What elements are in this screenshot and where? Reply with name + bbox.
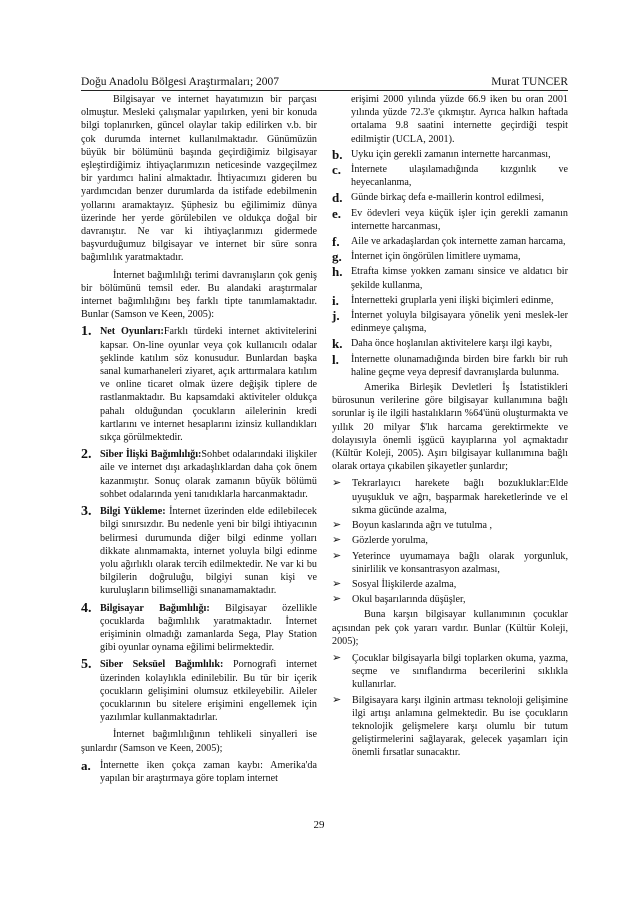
item-text: erişimi 2000 yılında yüzde 66.9 iken bu oran 2001 yılında yüzde 72.3'e çıkmıştır. Ayrıca halkın haftada ortalama 9.8 saatini internette geçirdiği tespit edilmiştir (UCLA, 2001). xyxy=(351,94,568,145)
arrow-bullet-icon: ➢ xyxy=(332,577,342,590)
item-letter: e. xyxy=(332,205,342,221)
bullet-text: Bilgisayara karşı ilginin artması teknoloji gelişimine ilgi artışı anlamına gelmektedir. Bu ise çocukların teknolojik gelişmelere karşı olumlu bir tutum geliştirmelerini sağlayarak, gelecek yaşamları için önemli fırsatlar sunacaktır. xyxy=(352,694,568,759)
item-text: İnternet için öngörülen limitlere uymama, xyxy=(351,251,521,263)
bullet-text: Boyun kaslarında ağrı ve tutulma , xyxy=(352,520,493,532)
header-rule xyxy=(81,90,568,91)
item-text: Aile ve arkadaşlardan çok internette zaman harcama, xyxy=(351,236,566,248)
item-letter: d. xyxy=(332,190,343,206)
list-item xyxy=(332,148,568,161)
bullet-text: Tekrarlayıcı harekete bağlı bozukluklar:Elde uyuşukluk ve ağrı, başparmak hareketlerinde ve el sıkma gücünde azalma, xyxy=(352,478,568,516)
left-column xyxy=(81,93,317,787)
page-number: 29 xyxy=(313,819,325,831)
item-title: Bilgisayar Bağımlılığı xyxy=(100,602,207,614)
list-item xyxy=(332,294,568,307)
item-text: Farklı türdeki internet aktivitelerini kapsar. On-line oyunlar veya çok kullanıcılı odalar şeklinde katılım söz konusudur. Bunlardan başka sanal kumarhaneleri ziyaret, açık arttırmalara katılım ve online ticaret olmak üzere değişik tiplere de rastlanmaktadır. Bu kapsamdaki aktiviteler oldukça pahalı olduğundan çocukların ailelerinin kredi kartlarını ve internet hesaplarını izinsiz kullandıkları sıkça görülmektedir. xyxy=(100,326,317,444)
list-item xyxy=(332,235,568,248)
item-title: Net Oyunları xyxy=(100,326,161,338)
item-text: Uyku için gerekli zamanın internette harcanması, xyxy=(351,148,551,160)
item-text: Etrafta kimse yokken zamanı sinsice ve aldatıcı bir şekilde kullanma, xyxy=(351,266,568,291)
arrow-bullet-icon: ➢ xyxy=(332,693,342,706)
list-item-continuation xyxy=(332,93,568,146)
bullet-text: Okul başarılarında düşüşler, xyxy=(352,594,466,606)
list-item xyxy=(81,759,317,785)
arrow-bullet-icon: ➢ xyxy=(332,549,342,562)
arrow-bullet-icon: ➢ xyxy=(332,593,342,606)
bullet-item xyxy=(332,652,568,692)
bullet-item xyxy=(332,593,568,606)
bullet-item xyxy=(332,519,568,532)
item-letter: l. xyxy=(332,351,339,367)
item-letter: k. xyxy=(332,336,343,352)
item-title: Siber İlişki Bağımlılığı xyxy=(100,449,199,461)
item-number: 2. xyxy=(81,447,92,463)
item-number: 3. xyxy=(81,504,92,520)
paragraph: Amerika Birleşik Devletleri İş İstatistikleri bürosunun verilerine göre bilgisayar kullanımına bağlı sorunlar iş ile ilgili hastalıkların %64'ünü oluşturmakta ve yıllık 20 milyar $'lık harcama gerektirmekte ve dolayısıyla önemli işgücü kayıplarına yol açmaktadır (Kültür Koleji, 2005). Aşırı bilgisayar kullanımına bağlı olarak ortaya çıkabilen şikayetler şunlardır; xyxy=(332,382,568,473)
arrow-bullet-icon: ➢ xyxy=(332,534,342,547)
right-column xyxy=(332,93,568,762)
arrow-bullet-icon: ➢ xyxy=(332,651,342,664)
paragraph: Bilgisayar ve internet hayatımızın bir parçası olmuştur. Mesleki çalışmalar yapılırken, yeni bir konuda bilgi toplanırken, güncel olaylar takip edilirken v.b. bir çok durumda internet kullanılmaktadır. Günümüzün büyük bir bölümünü başında geçirdiğimiz bilgisayar eşleştirdiğimiz ihtiyaçlarımızın neticesinde vazgeçilmez bir yardımcı halini almaktadır. İhtiyacımızı gideren bu yardımcıdan benzer durumlarda da istifade edebilmenin yollarını aramaktayız. Şüphesiz bu eğilimimiz dünya üzerinde her yerde görülebilen ve oldukça doğal bir davranıştır. Ne var ki ihtiyaçlarımızı gidermede başvurduğumuz bilgisayar ve internet bir süre sonra bağımlılık yaratmaktadır. xyxy=(81,94,317,264)
running-header xyxy=(81,75,568,89)
paragraph: İnternet bağımlılığı terimi davranışların çok geniş bir bölümünü temsil eder. Bu alandaki araştırmalar internet bağımlılığını beş farklı tipte tanımlamaktadır. Bunlar (Samson ve Keen, 2005): xyxy=(81,269,317,321)
bullet-text: Çocuklar bilgisayarla bilgi toplarken okuma, yazma, seçme ve sınıflandırma becerilerini sıklıkla kullanırlar. xyxy=(352,652,568,691)
item-letter: g. xyxy=(332,249,342,265)
paragraph: Buna karşın bilgisayar kullanımının çocuklar açısından pek çok yararı vardır. Bunlar (Kültür Koleji, 2005); xyxy=(332,609,568,647)
item-letter: j. xyxy=(332,308,340,324)
bullet-item xyxy=(332,550,568,576)
bullet-text: Yeterince uyumamaya bağlı olarak yorgunluk, sinirlilik ve konsantrasyon azalması, xyxy=(352,550,568,575)
arrow-bullet-icon: ➢ xyxy=(332,519,342,532)
item-text: Günde birkaç defa e-maillerin kontrol edilmesi, xyxy=(351,192,544,204)
item-letter: c. xyxy=(332,162,342,178)
item-text: Sohbet odalarındaki ilişkiler aile ve internet dışı arkadaşlıklardan daha çok önem kazanmıştır. Sonuç olarak zamanın büyük bölümü sohbet odalarında yeni tanıdıklarla harcanmaktadır. xyxy=(100,449,317,500)
list-item xyxy=(332,191,568,204)
list-item: 2. Siber İlişki Bağımlılığı:Sohbet odalarındaki ilişkiler aile ve internet dışı arkadaşlıklardan daha çok önem kazanmıştır. Sonuç olarak zamanın büyük bölümü sohbet odalarında yeni tanıdıklarla harcanmaktadır. xyxy=(81,447,317,500)
bullet-item xyxy=(332,534,568,547)
item-text: İnternetteki gruplarla yeni ilişki biçimleri edinme, xyxy=(351,294,554,306)
item-number: 5. xyxy=(81,657,92,673)
item-text: İnternet yoluyla bilgisayara yönelik yeni meslek-ler edinmeye çalışma, xyxy=(351,310,568,335)
journal-title: Doğu Anadolu Bölgesi Araştırmaları; 2007 xyxy=(81,76,280,88)
item-letter: h. xyxy=(332,264,343,280)
item-text: Ev ödevleri veya küçük işler için gerekli zamanın internette harcanması, xyxy=(351,207,568,232)
list-item: 3. Bilgi Yükleme: İnternet üzerinden elde edilebilecek bilgi sınırsızdır. Bu nedenle yeni bir bilgi ihtiyacının belirmesi durumunda diğer bilgi edinme yolları dikkate alınmamakta, internet yoluyla bilgi edinme yolu ağırlıklı olarak tercih edilmektedir. Ne var ki bu bilgilerin doğruluğu, bilgiyi sunan kişi ve kuruluşların bilimselliği sınanamamaktadır. xyxy=(81,504,317,597)
paragraph: İnternet bağımlılığının tehlikeli sinyalleri ise şunlardır (Samson ve Keen, 2005); xyxy=(81,729,317,754)
list-item xyxy=(332,265,568,291)
list-item xyxy=(332,353,568,379)
bullet-text: Sosyal İlişkilerde azalma, xyxy=(352,578,457,590)
list-item: 5. Siber Seksüel Bağımlılık: Pornografi internet üzerinden kolaylıkla edinilebilir. Bu tür bir içerik çocukların gelişimini olumsuz etkileyebilir. Aileler çocuklarının bu sitelere erişimini engellemek için yazılımlar kullanmaktadırlar. xyxy=(81,657,317,724)
item-text: İnternette iken çokça zaman kaybı: Amerika'da yapılan bir araştırmaya göre toplam internet xyxy=(100,759,317,784)
item-text: İnternete ulaşılamadığında kızgınlık ve heyecanlanma, xyxy=(351,164,568,189)
list-item xyxy=(332,250,568,263)
bullet-item xyxy=(332,578,568,591)
list-item: 1. Net Oyunları:Farklı türdeki internet aktivitelerini kapsar. On-line oyunlar veya çok kullanıcılı odalar şeklinde katılım söz konusudur. Bunlardan başka sanal kumarhaneleri ziyaret, açık arttırmalara katılım ve online ticaret olmak üzere değişik tiplere de rastlanmaktadır. Bu kapsamdaki aktiviteler oldukça pahalı olduğundan çocukların ailelerinin kredi kartlarını ve internet hesaplarını izinsiz kullandıkları sıkça görülmektedir. xyxy=(81,324,317,444)
list-item xyxy=(332,337,568,350)
item-title: Bilgi Yükleme xyxy=(100,506,163,518)
item-text: Daha önce hoşlanılan aktivitelere karşı ilgi kaybı, xyxy=(351,338,553,350)
list-item xyxy=(332,309,568,335)
item-letter: i. xyxy=(332,292,339,308)
item-text: İnternette olunamadığında birden bire farklı bir ruh haline geçme veya depresif davranışlarda bulunma. xyxy=(351,353,568,378)
arrow-bullet-icon: ➢ xyxy=(332,477,342,490)
item-letter: a. xyxy=(81,757,91,773)
bullet-text: Gözlerde yorulma, xyxy=(352,535,428,547)
item-text: Bilgisayar özellikle çocuklarda bağımlılık yaratmaktadır. İnternet erişiminin olmadığı zamanlarda Sega, Play Station gibi oyunlar oynama eğilimi belirmektedir. xyxy=(100,602,317,654)
item-number: 4. xyxy=(81,600,92,616)
item-letter: b. xyxy=(332,146,343,162)
author-name: Murat TUNCER xyxy=(491,76,568,88)
bullet-item xyxy=(332,694,568,760)
item-text: İnternet üzerinden elde edilebilecek bilgi sınırsızdır. Bu nedenle yeni bir bilgi ihtiyacının belirmesi durumunda diğer bilgi edinme yolları dikkate alınmamakta, internet yoluyla bilgi edinme yolu ağırlıklı olarak tercih edilmektedir. Ne var ki bu bilgilerin doğruluğu, bilgiyi sunan kişi ve kuruluşların bilimselliği sınanamamaktadır. xyxy=(100,506,317,597)
item-letter: f. xyxy=(332,234,340,250)
item-number: 1. xyxy=(81,324,92,340)
item-text: Pornografi internet üzerinden kolaylıkla edinilebilir. Bu tür bir içerik çocukların gelişimini olumsuz etkileyebilir. Aileler çocuklarının bu sitelere erişimini engellemek için yazılımlar kullanmaktadırlar. xyxy=(100,659,317,724)
list-item: 4. Bilgisayar Bağımlılığı: Bilgisayar özellikle çocuklarda bağımlılık yaratmaktadır. İnternet erişiminin olmadığı zamanlarda Sega, Play Station gibi oyunlar oynama eğilimi belirmektedir. xyxy=(81,600,317,654)
list-item xyxy=(332,207,568,233)
list-item xyxy=(332,163,568,189)
item-title: Siber Seksüel Bağımlılık xyxy=(100,659,220,671)
bullet-item xyxy=(332,477,568,517)
